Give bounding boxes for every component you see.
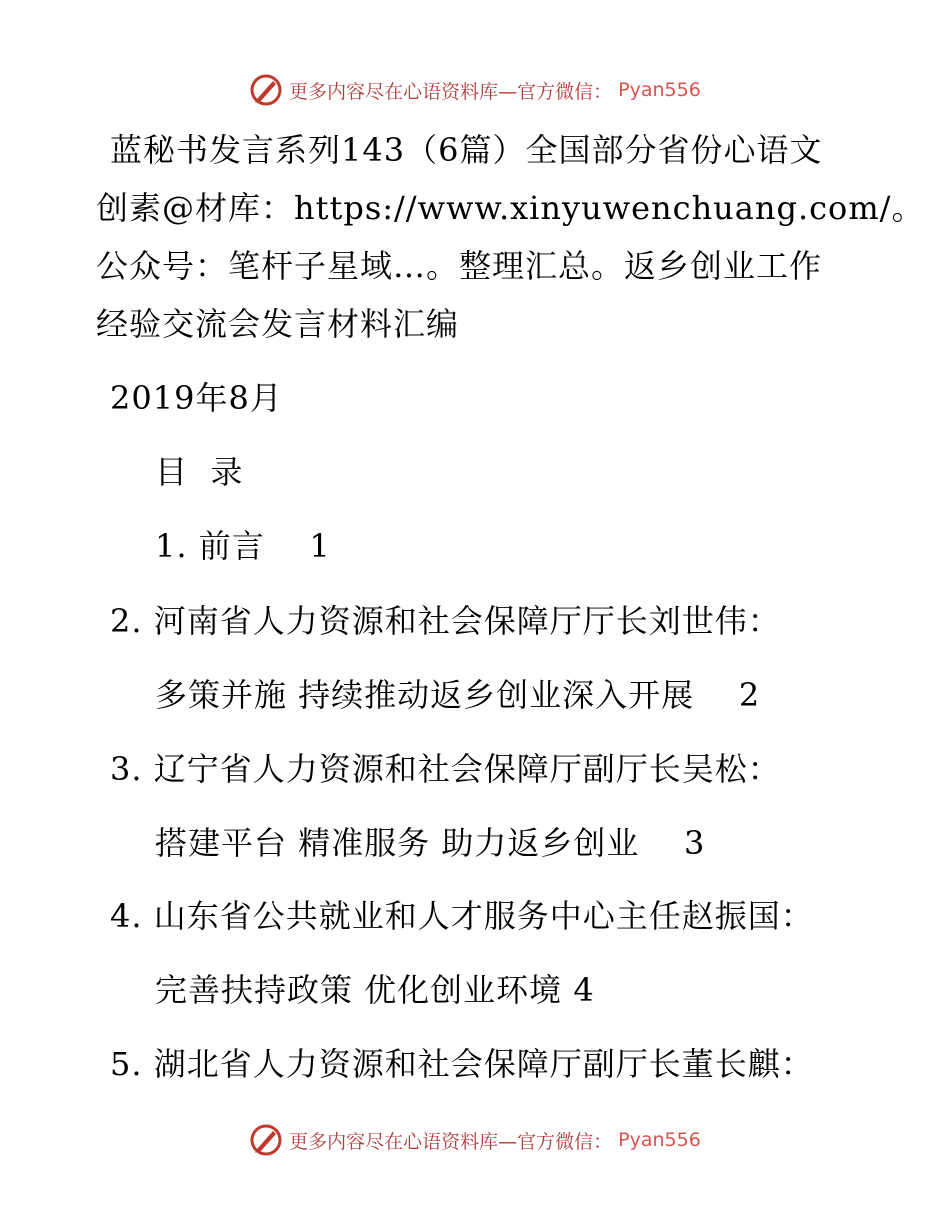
toc-entry: 3. 辽宁省人力资源和社会保障厅副厅长吴松： xyxy=(110,750,781,788)
title-line-1: 蓝秘书发言系列143（6篇）全国部分省份心语文 xyxy=(110,131,823,169)
toc-entry: 完善扶持政策 优化创业环境 4 xyxy=(155,971,595,1009)
toc-heading: 目 录 xyxy=(155,453,244,491)
toc-entry: 5. 湖北省人力资源和社会保障厅副厅长董长麒： xyxy=(110,1045,814,1083)
title-line-2: 创素@材库：https://www.xinyuwenchuang.com/。 xyxy=(96,189,925,227)
toc-entry: 搭建平台 精准服务 助力返乡创业 3 xyxy=(155,824,706,862)
watermark-banner-bottom xyxy=(0,1120,950,1160)
title-line-3: 公众号：笔杆子星域…。整理汇总。返乡创业工作 xyxy=(96,247,823,285)
toc-entry: 4. 山东省公共就业和人才服务中心主任赵振国： xyxy=(110,897,814,935)
watermark-text: 更多内容尽在心语资料库—官方微信： xyxy=(289,1130,613,1153)
document-date: 2019年8月 xyxy=(110,379,283,417)
pen-logo-icon xyxy=(249,73,283,107)
toc-entry: 多策并施 持续推动返乡创业深入开展 2 xyxy=(155,676,761,714)
watermark-handle: Pyan556 xyxy=(618,1129,701,1151)
watermark-handle: Pyan556 xyxy=(618,79,701,101)
watermark-text: 更多内容尽在心语资料库—官方微信： xyxy=(289,80,613,103)
toc-entry: 1. 前言 1 xyxy=(155,527,331,565)
watermark-banner-top xyxy=(0,70,950,110)
pen-logo-icon xyxy=(249,1123,283,1157)
toc-entry: 2. 河南省人力资源和社会保障厅厅长刘世伟： xyxy=(110,602,781,640)
title-line-4: 经验交流会发言材料汇编 xyxy=(96,305,460,343)
